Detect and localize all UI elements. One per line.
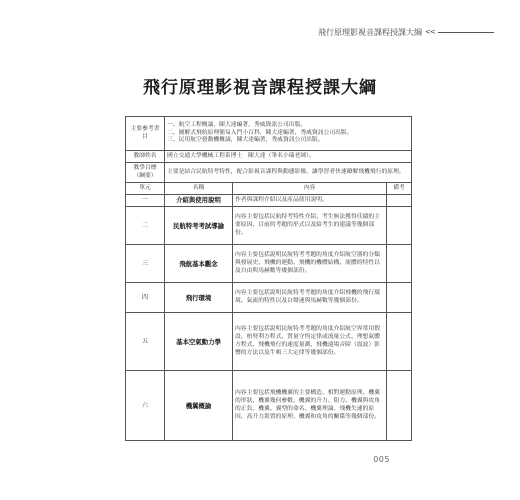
unit-content: 作者與課程介紹以及產品使用說明。 (233, 194, 387, 207)
header-rule (438, 32, 494, 33)
col-header-name: 名稱 (165, 183, 233, 195)
unit-name: 飛行環境 (165, 283, 233, 313)
teacher-row (126, 151, 412, 163)
table-row (126, 371, 412, 441)
document-title: 飛行原理影視音課程授課大綱 (143, 78, 377, 98)
unit-content: 內容主要包括飛機機翼的主要構造、相對運動原理、機翼的形狀、機翼幾何參數、機翼的升力、阻力、機翼與攻角的正負、機翼、翼型的命名、機翼理論、飛機失速的原因、高升力裝置的原理、機翼和攻角的關係等幾個部份。 (233, 371, 387, 441)
table-row (126, 207, 412, 245)
unit-remark (387, 313, 412, 371)
unit-number: 六 (126, 371, 165, 441)
unit-name: 機翼概論 (165, 371, 233, 441)
table-row (126, 194, 412, 207)
unit-content: 內容主要包括說明民航特考考題的角度介紹航空界常用假設、柏努利方程式、質量守恆定律或流量公式、理想氣體方程式、飛機飛行的速度量測、飛機遠場音障（震波）影響的方法以及牛頓三大定律等幾個部份。 (233, 313, 387, 371)
unit-name: 基本空氣動力學 (165, 313, 233, 371)
objective-row (126, 163, 412, 183)
teacher-value: 國立交通大學機械工程系博士 陳大達（筆名小瑞老師）。 (165, 151, 412, 163)
references-label: 主要參考書目 (126, 117, 165, 151)
page-number: 005 (373, 455, 390, 464)
unit-name: 民航特考考試導論 (165, 207, 233, 245)
teacher-label: 教師姓名 (126, 151, 165, 163)
column-header-row (126, 183, 412, 195)
col-header-unit: 單元 (126, 183, 165, 195)
unit-number: 二 (126, 207, 165, 245)
table-row (126, 283, 412, 313)
objective-label: 教學目標（綱要） (126, 163, 165, 183)
unit-content: 內容主要包括民航特考特性介紹、考生無法獲得佳績的主要原因、目前的考題的形式以及給考生的建議等幾個部份。 (233, 207, 387, 245)
double-chevron-left-icon: << (425, 28, 435, 36)
unit-name: 介紹與使用說明 (165, 194, 233, 207)
col-header-remark: 備考 (387, 183, 412, 195)
unit-number: 三 (126, 245, 165, 283)
unit-content: 內容主要包括說明民航特考考題的角度介紹飛機的飛行環境、氣流的特性以及白聲速與馬赫數等幾個部份。 (233, 283, 387, 313)
references-cell (165, 117, 412, 151)
col-header-content: 內容 (233, 183, 387, 195)
unit-number: 五 (126, 313, 165, 371)
unit-remark (387, 245, 412, 283)
objective-value: 主要是結合民航特考特性，配合影視音課程與動態影像，讓學習者快速瞭解飛機飛行的原理。 (165, 163, 412, 183)
unit-remark (387, 194, 412, 207)
reference-item: 一、航空工程概論，陳大達編著，秀威資訊公司出版。 (167, 121, 307, 128)
unit-remark (387, 207, 412, 245)
references-row (126, 117, 412, 151)
unit-content: 內容主要包括說明民航特考考題的角度介紹航空器的分類與發展史、飛機的運動、飛機的機體結構、流體的特性以及自由與馬赫數等幾個部份。 (233, 245, 387, 283)
table-row (126, 245, 412, 283)
unit-remark (387, 283, 412, 313)
unit-number: 一 (126, 194, 165, 207)
running-header-title: 飛行原理影視音課程授課大綱 (318, 27, 422, 37)
unit-number: 四 (126, 283, 165, 313)
table-row (126, 313, 412, 371)
running-header (318, 26, 494, 38)
unit-name: 飛航基本觀念 (165, 245, 233, 283)
reference-item: 二、圖解式飛航原理簡易入門小百科，陳大達編著，秀威資訊公司出版。 (167, 129, 353, 136)
syllabus-table (125, 116, 412, 441)
unit-remark (387, 371, 412, 441)
reference-item: 三、民用航空發動機概論，陳大達編著，秀威資訊公司出版。 (167, 137, 324, 144)
